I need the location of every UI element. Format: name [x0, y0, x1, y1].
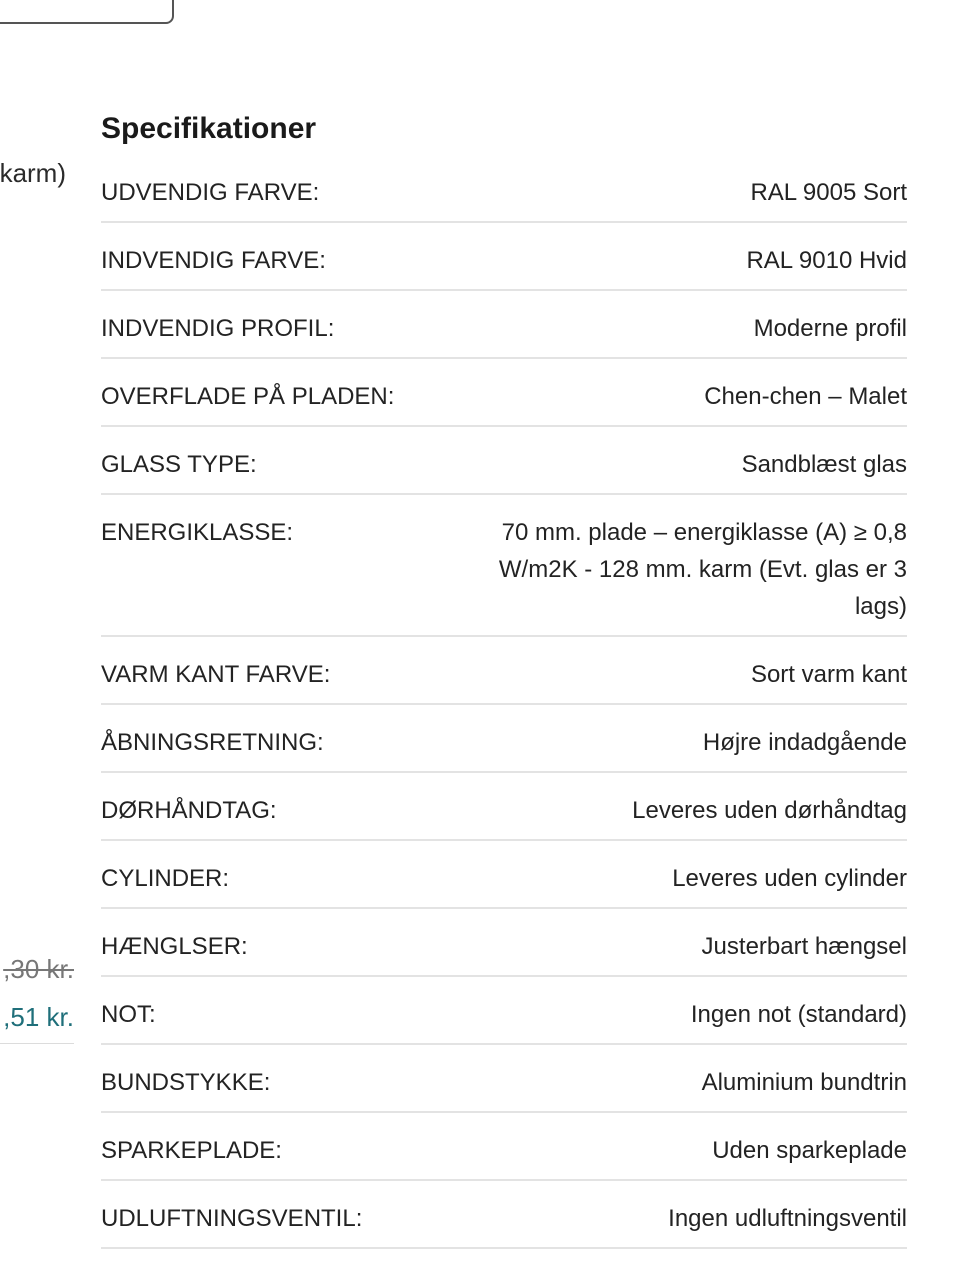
spec-row-udluftningsventil	[101, 1181, 907, 1249]
spec-label: HÆNGLSER:	[101, 933, 248, 960]
spec-label: OVERFLADE PÅ PLADEN:	[101, 383, 395, 410]
spec-label: UDLUFTNINGSVENTIL:	[101, 1205, 363, 1232]
spec-row-not	[101, 977, 907, 1045]
spec-row-udvendig-farve	[101, 155, 907, 223]
spec-label: ÅBNINGSRETNING:	[101, 729, 324, 756]
spec-label: INDVENDIG PROFIL:	[101, 315, 335, 342]
partial-top-button[interactable]	[0, 0, 174, 24]
spec-row-sparkeplade	[101, 1113, 907, 1181]
current-price: ,51 kr.	[3, 1002, 74, 1032]
spec-value: Ingen not (standard)	[690, 1001, 907, 1028]
spec-row-energiklasse	[101, 495, 907, 637]
spec-value: Aluminium bundtrin	[701, 1069, 907, 1096]
spec-value: RAL 9005 Sort	[750, 179, 907, 206]
spec-label: INDVENDIG FARVE:	[101, 247, 326, 274]
spec-label: CYLINDER:	[101, 865, 230, 892]
spec-label: GLASS TYPE:	[101, 451, 257, 478]
spec-value: Chen-chen – Malet	[704, 383, 907, 410]
spec-value: 70 mm. plade – energiklasse (A) ≥ 0,8 W/m2K - 128 mm. karm (Evt. glas er 3 lags)	[498, 519, 907, 620]
spec-row-cylinder	[101, 841, 907, 909]
spec-value: RAL 9010 Hvid	[746, 247, 907, 274]
spec-label: BUNDSTYKKE:	[101, 1069, 271, 1096]
spec-value: Højre indadgående	[702, 729, 907, 756]
spec-value: Leveres uden dørhåndtag	[632, 797, 907, 824]
spec-row-overflade	[101, 359, 907, 427]
spec-row-glass-type	[101, 427, 907, 495]
spec-value: Uden sparkeplade	[712, 1137, 907, 1164]
spec-row-indvendig-profil	[101, 291, 907, 359]
spec-row-bundstykke	[101, 1045, 907, 1113]
spec-row-indvendig-farve	[101, 223, 907, 291]
spec-row-haenglser	[101, 909, 907, 977]
spec-value: Moderne profil	[753, 315, 907, 342]
spec-label: NOT:	[101, 1001, 156, 1028]
spec-row-aabningsretning	[101, 705, 907, 773]
spec-row-varm-kant-farve	[101, 637, 907, 705]
spec-label: DØRHÅNDTAG:	[101, 797, 277, 824]
spec-value: Ingen udluftningsventil	[668, 1205, 907, 1232]
specifications-list	[101, 155, 907, 1249]
spec-label: VARM KANT FARVE:	[101, 661, 331, 688]
spec-value: Sandblæst glas	[741, 451, 907, 478]
left-column-divider	[0, 1043, 74, 1044]
spec-value: Sort varm kant	[750, 661, 907, 688]
spec-value: Leveres uden cylinder	[672, 865, 907, 892]
spec-label: ENERGIKLASSE:	[101, 519, 294, 546]
left-column-karm-text: karm)	[0, 158, 66, 188]
old-price: ,30 kr.	[3, 954, 74, 984]
specifications-title: Specifikationer	[101, 112, 317, 145]
spec-value: Justerbart hængsel	[701, 933, 907, 960]
spec-label: SPARKEPLADE:	[101, 1137, 282, 1164]
spec-row-dorhaandtag	[101, 773, 907, 841]
specifications-section	[101, 108, 907, 1249]
spec-label: UDVENDIG FARVE:	[101, 179, 320, 206]
